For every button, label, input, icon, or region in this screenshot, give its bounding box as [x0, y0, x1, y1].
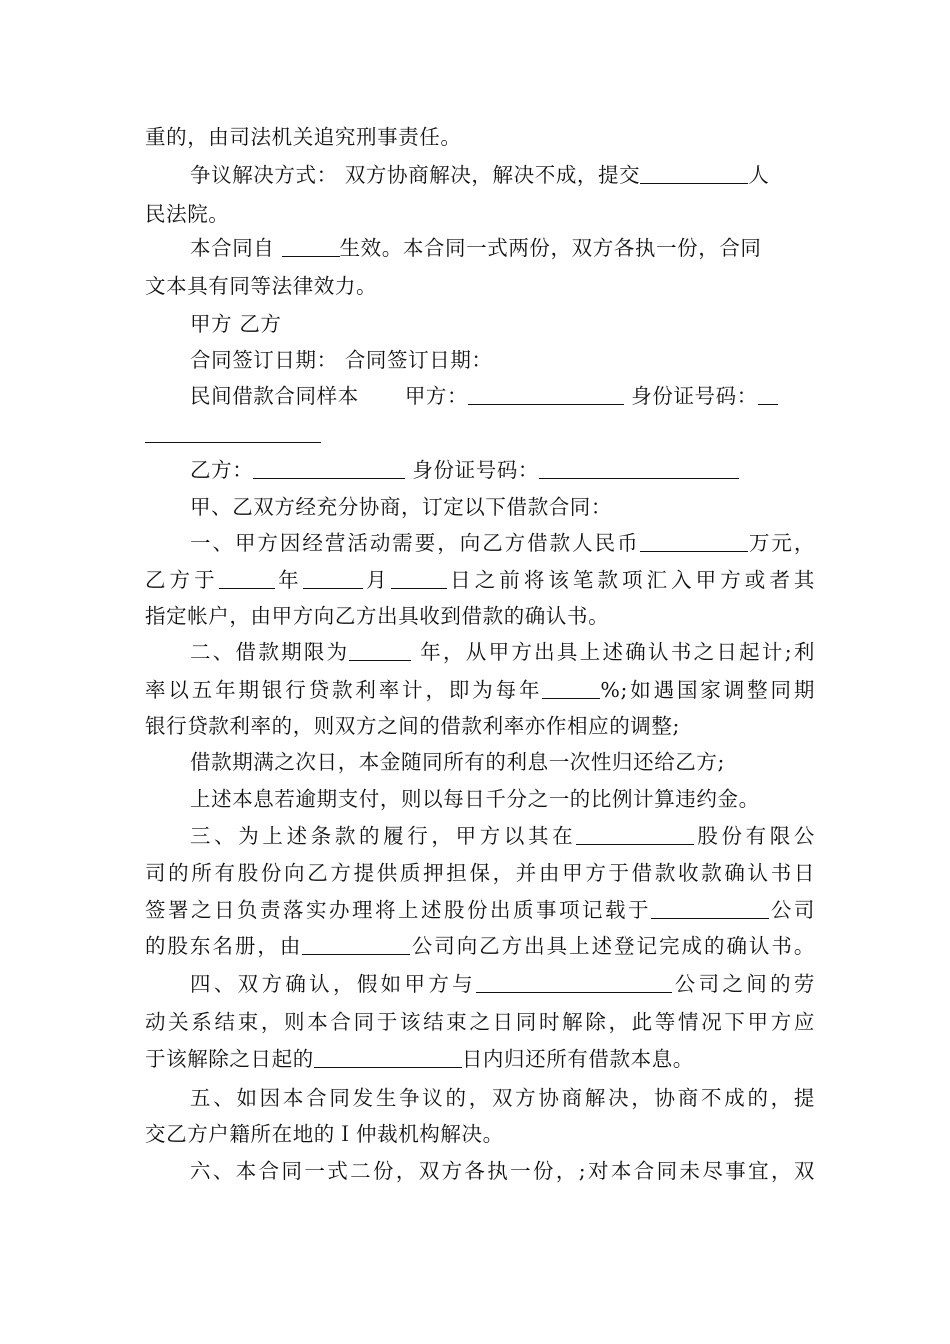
text-line — [145, 420, 815, 450]
text-line: 民法院。 — [145, 202, 230, 226]
text-line: 重的，由司法机关追究刑事责任。 — [145, 125, 462, 149]
fill-blank[interactable] — [391, 568, 447, 589]
text-line: 借款期满之次日，本金随同所有的利息一次性归还给乙方; — [190, 750, 726, 774]
text-line: 二、借款期限为 年，从甲方出具上述确认书之日起计;利 — [190, 640, 815, 664]
text-line: 甲、乙双方经充分协商，订定以下借款合同： — [190, 495, 612, 519]
fill-blank[interactable] — [651, 898, 769, 919]
text-line: 四、双方确认，假如甲方与 公司之间的劳 — [190, 972, 815, 996]
fill-blank[interactable] — [539, 458, 739, 479]
text-line: 本合同自 生效。本合同一式两份，双方各执一份，合同 — [190, 236, 762, 260]
text-line: 交乙方户籍所在地的Ｉ仲裁机构解决。 — [145, 1122, 504, 1146]
text-line: 于该解除之日起的 日内归还所有借款本息。 — [145, 1047, 694, 1071]
text-line: 司的所有股份向乙方提供质押担保，并由甲方于借款收款确认书日 — [145, 861, 815, 885]
text-line: 民间借款合同样本 甲方： 身份证号码： — [190, 382, 815, 412]
text-line: 六、本合同一式二份，双方各执一份，;对本合同未尽事宜，双 — [190, 1159, 815, 1183]
fill-blank[interactable] — [758, 384, 778, 405]
fill-blank[interactable] — [253, 458, 405, 479]
text-line: 争议解决方式： 双方协商解决，解决不成，提交 人 — [190, 163, 770, 187]
fill-blank[interactable] — [576, 824, 694, 845]
fill-blank[interactable] — [476, 972, 672, 993]
fill-blank[interactable] — [314, 1047, 462, 1068]
text-line: 五、如因本合同发生争议的，双方协商解决，协商不成的，提 — [190, 1086, 815, 1110]
fill-blank[interactable] — [145, 422, 321, 443]
fill-blank[interactable] — [302, 934, 410, 955]
fill-blank[interactable] — [468, 384, 624, 405]
text-line: 合同签订日期： 合同签订日期： — [190, 348, 493, 372]
text-line: 率以五年期银行贷款利率计，即为每年 %;如遇国家调整同期 — [145, 678, 816, 702]
fill-blank[interactable] — [640, 163, 748, 184]
text-line: 三、为上述条款的履行，甲方以其在 股份有限公 — [190, 824, 815, 848]
text-line: 动关系结束，则本合同于该结束之日同时解除，此等情况下甲方应 — [145, 1010, 815, 1034]
fill-blank[interactable] — [640, 531, 748, 552]
fill-blank[interactable] — [349, 640, 411, 661]
fill-blank[interactable] — [282, 236, 340, 257]
text-line: 指定帐户，由甲方向乙方出具收到借款的确认书。 — [145, 604, 610, 628]
text-line: 一、甲方因经营活动需要，向乙方借款人民币 万元， — [190, 531, 815, 555]
text-line: 文本具有同等法律效力。 — [145, 274, 378, 298]
text-line: 的股东名册，由 公司向乙方出具上述登记完成的确认书。 — [145, 934, 815, 958]
fill-blank[interactable] — [542, 678, 600, 699]
fill-blank[interactable] — [219, 568, 275, 589]
text-line: 乙方： 身份证号码： — [190, 456, 815, 486]
text-line: 上述本息若逾期支付，则以每日千分之一的比例计算违约金。 — [190, 787, 760, 811]
fill-blank[interactable] — [303, 568, 363, 589]
text-line: 签署之日负责落实办理将上述股份出质事项记载于 公司 — [145, 898, 815, 922]
text-line: 银行贷款利率的，则双方之间的借款利率亦作相应的调整; — [145, 714, 681, 738]
text-line: 乙方于 年 月 日之前将该笔款项汇入甲方或者其 — [145, 568, 815, 592]
text-line: 甲方 乙方 — [190, 312, 282, 336]
